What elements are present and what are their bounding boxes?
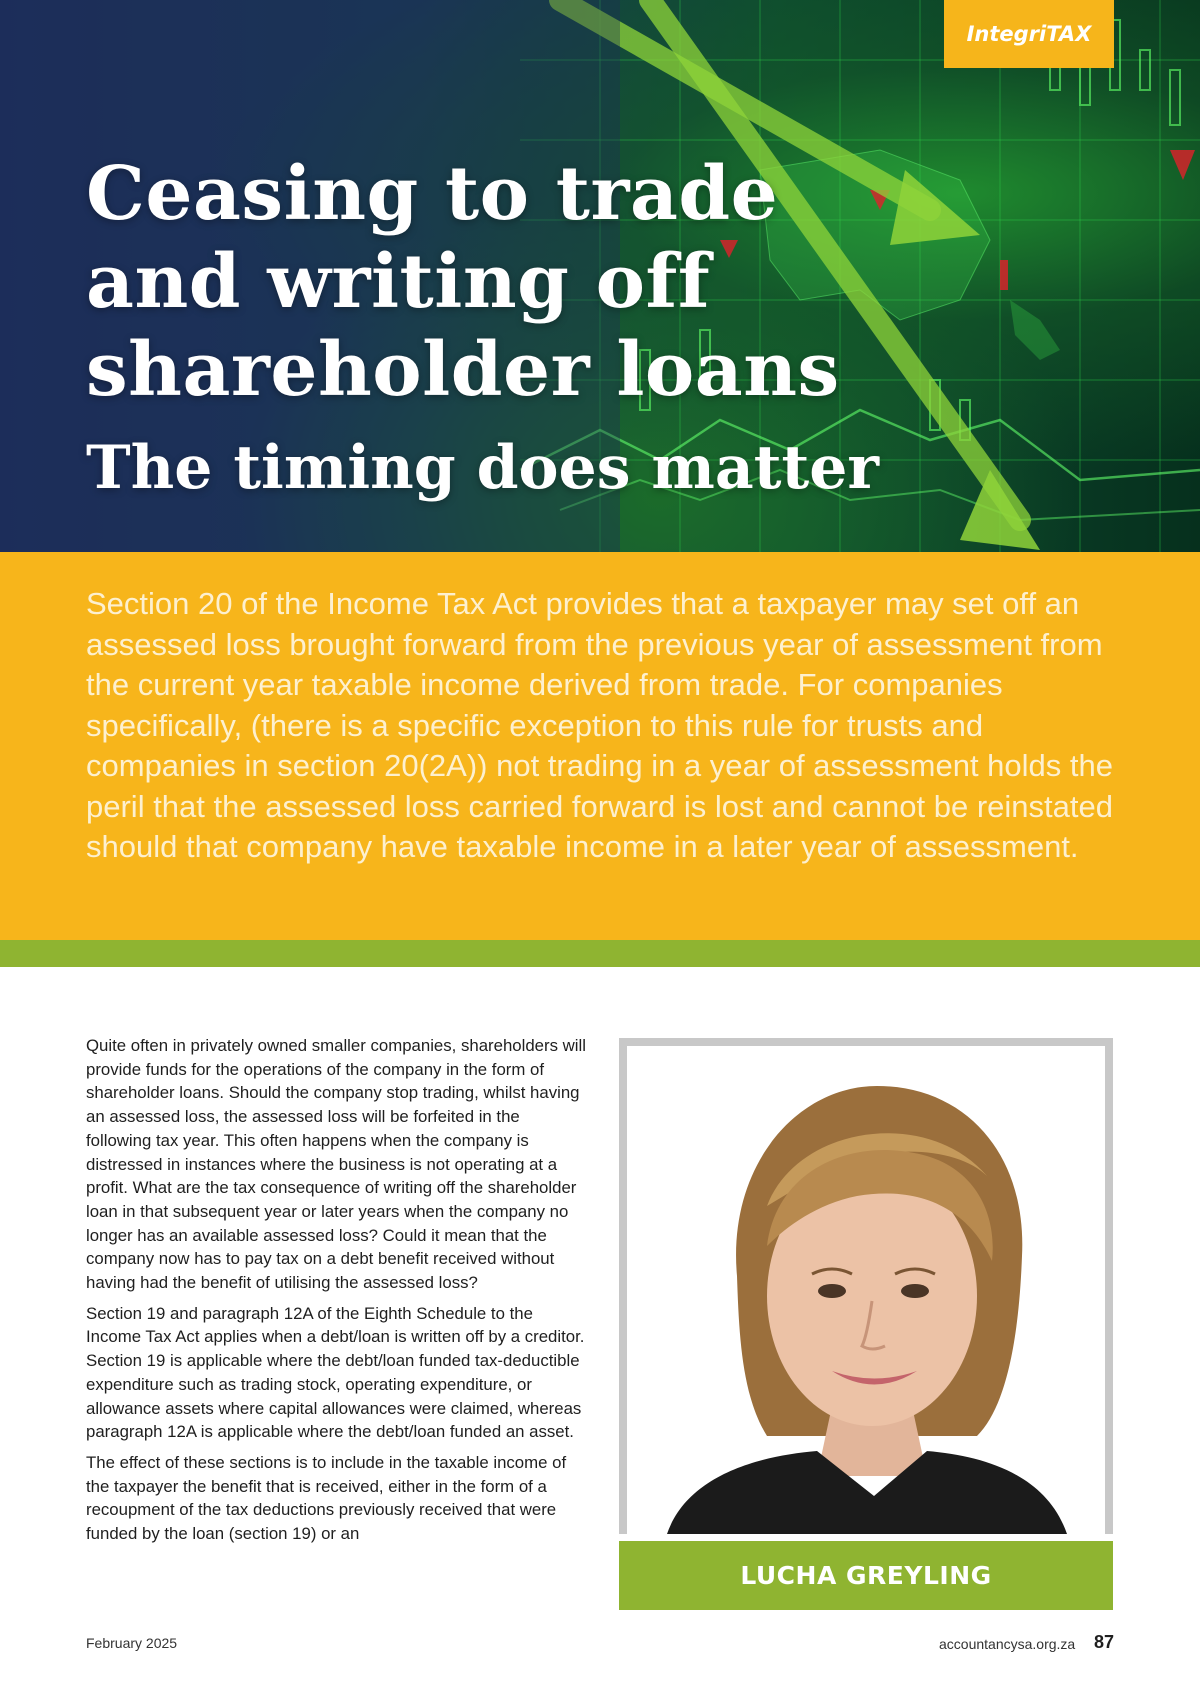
article-subtitle: The timing does matter bbox=[86, 433, 879, 503]
author-portrait-illustration bbox=[627, 1046, 1105, 1534]
integritax-logo bbox=[944, 0, 1114, 68]
article-title: Ceasing to trade and writing off shareholder loans bbox=[86, 151, 840, 413]
body-paragraph-1: Quite often in privately owned smaller companies, shareholders will provide funds for the operations of the company in the form of shareholder loans. Should the company stop trading, whilst having an assessed loss, the assessed loss will be forfeited in the following tax year. This often happens when the company is distressed in instances where the business is not operating at a profit. What are the tax consequence of writing off the shareholder loan in that subsequent year or later years when the company no longer has an available assessed loss? Could it mean that the company now has to pay tax on a debt benefit received without having had the benefit of utilising the assessed loss? bbox=[86, 1036, 586, 1293]
body-column bbox=[86, 1034, 588, 1553]
author-photo bbox=[627, 1046, 1105, 1534]
author-name: LUCHA GREYLING bbox=[740, 1561, 992, 1590]
author-photo-frame bbox=[619, 1038, 1113, 1534]
lead-panel bbox=[0, 552, 1200, 940]
body-paragraph-2: Section 19 and paragraph 12A of the Eighth Schedule to the Income Tax Act applies when a debt/loan is written off by a creditor. Section 19 is applicable where the debt/loan funded tax-deductible expenditure such as trading stock, operating expenditure, or allowance assets where capital allowances were claimed, whereas paragraph 12A is applicable where the debt/loan funded an asset. bbox=[86, 1303, 585, 1442]
lead-paragraph: Section 20 of the Income Tax Act provides that a taxpayer may set off an assessed loss brought forward from the previous year of assessment from the current year taxable income derived from trade. For companies specifically, (there is a specific exception to this rule for trusts and companies in section 20(2A)) not trading in a year of assessment holds the peril that the assessed loss carried forward is lost and cannot be reinstated should that company have taxable income in a later year of assessment. bbox=[86, 586, 1113, 864]
hero-banner bbox=[0, 0, 1200, 552]
author-caption bbox=[619, 1541, 1113, 1610]
website-link[interactable]: accountancysa.org.za bbox=[939, 1636, 1076, 1652]
brand-name: IntegriTAX bbox=[966, 22, 1092, 46]
issue-date: February 2025 bbox=[86, 1635, 178, 1651]
page-number: 87 bbox=[1094, 1632, 1115, 1652]
body-paragraph-3: The effect of these sections is to include in the taxable income of the taxpayer the benefit that is received, either in the form of a recoupment of the tax deductions previously received that were funded by the loan (section 19) or an bbox=[86, 1452, 567, 1544]
divider-band bbox=[0, 940, 1200, 967]
